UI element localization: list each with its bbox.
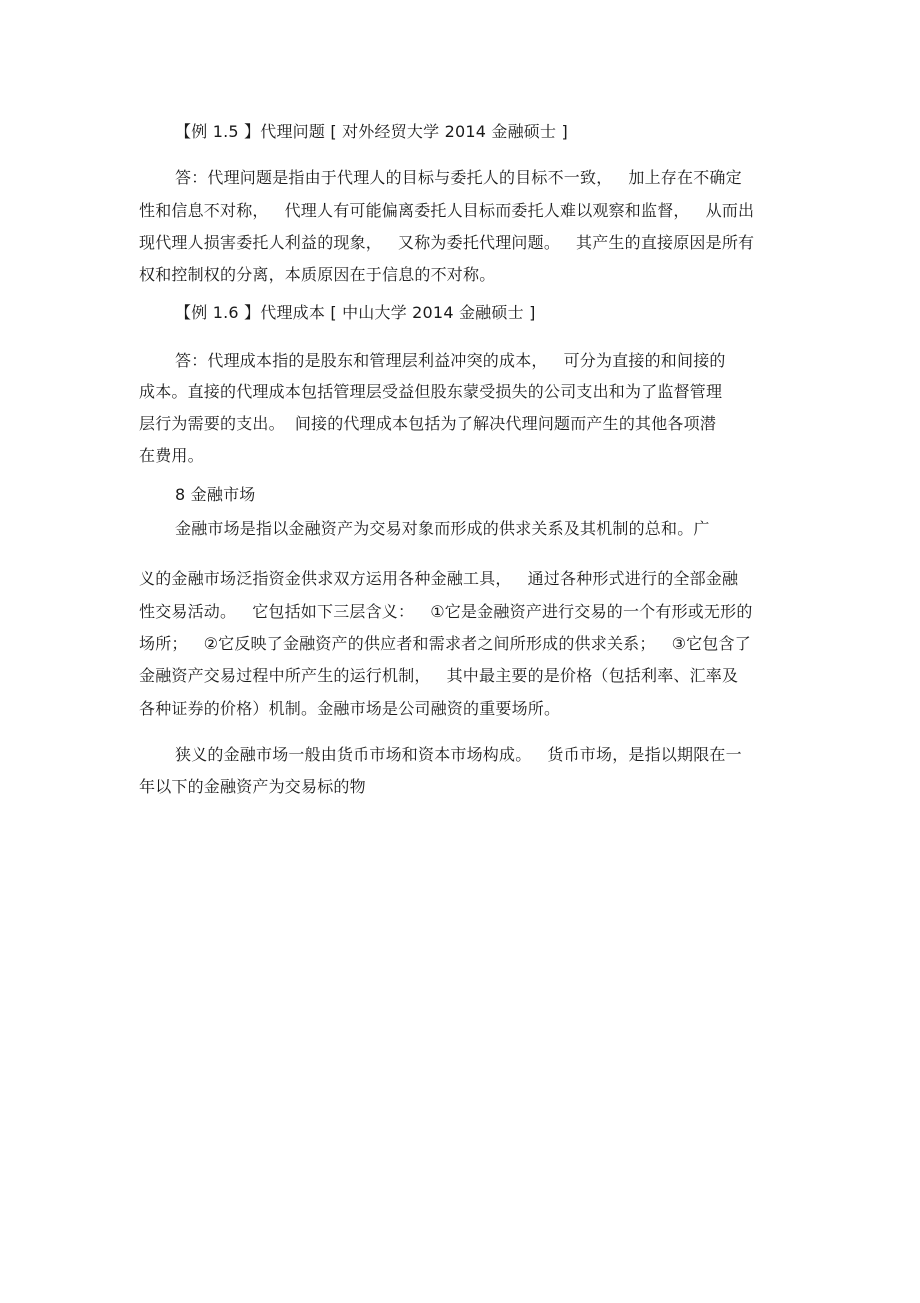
example-number: 1.6 — [212, 303, 239, 322]
answer-1-6-line-1: 答：代理成本指的是股东和管理层利益冲突的成本， 可分为直接的和间接的 — [175, 351, 726, 370]
market-def-line-4: 场所； ②它反映了金融资产的供应者和需求者之间所形成的供求关系； ③它包含了 — [139, 634, 751, 653]
example-source: [ 中山大学 2014 金融硕士 ] — [330, 303, 536, 322]
market-def-line-3: 性交易活动。 它包括如下三层含义： ①它是金融资产进行交易的一个有形或无形的 — [139, 602, 753, 621]
narrow-market-line-1: 狭义的金融市场一般由货币市场和资本市场构成。 货币市场，是指以期限在一 — [175, 745, 742, 764]
example-1-5-heading — [175, 121, 568, 143]
example-label: 【例 — [175, 122, 208, 141]
market-def-line-2: 义的金融市场泛指资金供求双方运用各种金融工具， 通过各种形式进行的全部金融 — [139, 569, 739, 588]
market-def-line-6: 各种证券的价格）机制。金融市场是公司融资的重要场所。 — [139, 699, 561, 718]
answer-1-5-line-1: 答：代理问题是指由于代理人的目标与委托人的目标不一致， 加上存在不确定 — [175, 168, 742, 187]
example-title: 】代理成本 — [244, 303, 326, 322]
answer-1-6-line-4: 在费用。 — [139, 446, 204, 465]
answer-1-6-line-3: 层行为需要的支出。 间接的代理成本包括为了解决代理问题而产生的其他各项潜 — [139, 414, 717, 433]
example-label: 【例 — [175, 303, 208, 322]
market-def-line-1: 金融市场是指以金融资产为交易对象而形成的供求关系及其机制的总和。广 — [175, 519, 710, 538]
example-number: 1.5 — [212, 122, 239, 141]
example-title: 】代理问题 — [244, 122, 326, 141]
example-source: [ 对外经贸大学 2014 金融硕士 ] — [330, 122, 568, 141]
market-def-line-5: 金融资产交易过程中所产生的运行机制， 其中最主要的是价格（包括利率、汇率及 — [139, 666, 739, 685]
narrow-market-line-2: 年以下的金融资产为交易标的物 — [139, 777, 366, 796]
answer-1-5-line-4: 权和控制权的分离，本质原因在于信息的不对称。 — [139, 265, 496, 284]
section-8-heading: 8 金融市场 — [175, 485, 256, 504]
answer-1-5-line-2: 性和信息不对称， 代理人有可能偏离委托人目标而委托人难以观察和监督， 从而出 — [139, 201, 755, 220]
example-1-6-heading — [175, 302, 536, 324]
answer-1-6-line-2: 成本。直接的代理成本包括管理层受益但股东蒙受损失的公司支出和为了监督管理 — [139, 382, 723, 401]
answer-1-5-line-3: 现代理人损害委托人利益的现象， 又称为委托代理问题。 其产生的直接原因是所有 — [139, 233, 755, 252]
